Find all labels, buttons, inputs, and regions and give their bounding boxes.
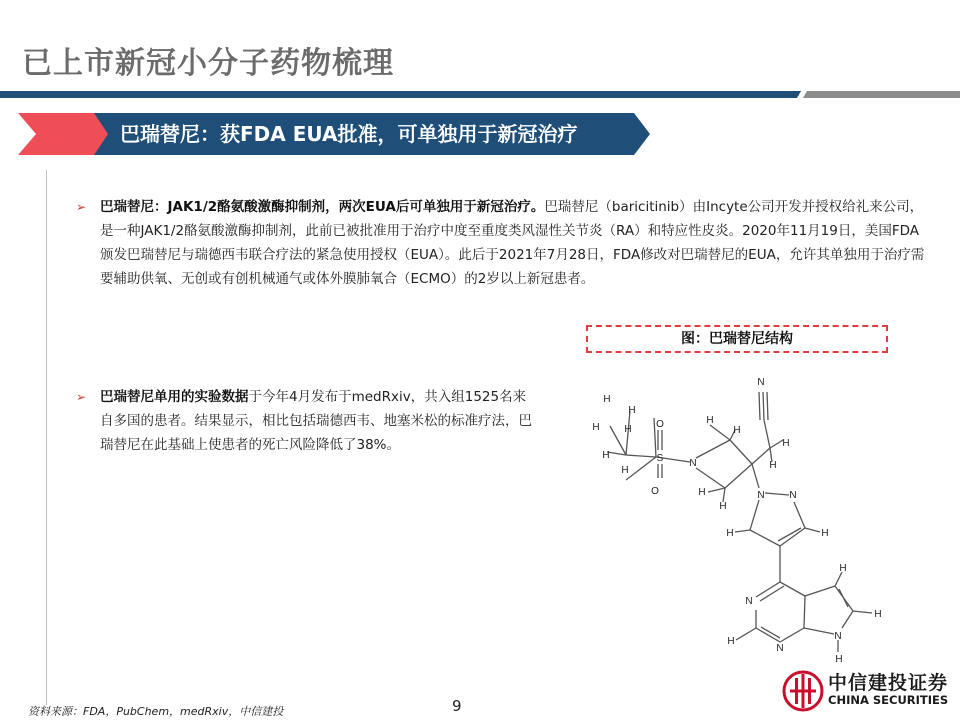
title-rule-divider xyxy=(794,91,810,98)
arrow-bullet-icon: ➢ xyxy=(76,390,87,404)
arrow-bullet-icon: ➢ xyxy=(76,200,87,214)
atom-h: H xyxy=(821,528,829,539)
atom-h: H xyxy=(769,460,777,471)
logo-chinese-name: 中信建投证券 xyxy=(828,672,949,694)
logo-english-name: CHINA SECURITIES xyxy=(828,693,949,707)
atom-h: H xyxy=(726,528,734,539)
atom-n: N xyxy=(689,458,697,469)
page-title: 已上市新冠小分子药物梳理 xyxy=(22,46,394,81)
citic-logo-icon xyxy=(782,668,824,714)
bullet-body: 于今年4月发布于medRxiv，共入组1525名来自多国的患者。结果显示，相比包括瑞德西韦、地塞米松的标准疗法，巴瑞替尼在此基础上使患者的死亡风险降低了38%。 xyxy=(100,389,532,453)
atom-o: O xyxy=(656,419,664,430)
atom-h: H xyxy=(706,415,714,426)
atom-h: H xyxy=(602,450,610,461)
page-number: 9 xyxy=(452,697,462,715)
atom-labels xyxy=(592,377,881,665)
section-banner-title: 巴瑞替尼：获FDA EUA批准，可单独用于新冠治疗 xyxy=(120,122,578,146)
atom-n: N xyxy=(776,643,784,654)
bullet-body: 巴瑞替尼（baricitinib）由Incyte公司开发并授权给礼来公司，是一种JAK1/2酪氨酸激酶抑制剂，此前已被批准用于治疗中度至重度类风湿性关节炎（RA）和特应性皮炎。2020年11月19日，美国FDA颁发巴瑞替尼与瑞德西韦联合疗法的紧急使用授权（EUA）。此后于2021年7月28日，FDA修改对巴瑞替尼的EUA，允许其单独用于治疗需要辅助供氧、无创或有创机械通气或体外膜肺氧合（ECMO）的2岁以上新冠患者。 xyxy=(100,199,925,287)
bullet-heading: 巴瑞替尼单用的实验数据 xyxy=(100,389,249,405)
source-note: 资料来源：FDA，PubChem，medRxiv，中信建投 xyxy=(28,705,284,718)
bullet-trial-data xyxy=(76,385,536,457)
bullet-baricitinib-overview xyxy=(76,195,926,291)
atom-h: H xyxy=(835,654,843,665)
atom-n: N xyxy=(757,490,765,501)
atom-h: H xyxy=(603,394,611,405)
atom-h: H xyxy=(621,465,629,476)
figure-caption: 图：巴瑞替尼结构 xyxy=(586,325,888,353)
atom-s: S xyxy=(656,453,664,464)
atom-h: H xyxy=(592,422,600,433)
atom-n: N xyxy=(789,490,797,501)
atom-n: N xyxy=(745,596,753,607)
baricitinib-structure xyxy=(580,360,900,670)
atom-h: H xyxy=(719,501,727,512)
atom-n: N xyxy=(757,377,765,388)
atom-h: H xyxy=(782,438,790,449)
atom-h: H xyxy=(727,636,735,647)
company-logo xyxy=(782,666,958,716)
bullet-heading: 巴瑞替尼：JAK1/2酪氨酸激酶抑制剂，两次EUA后可单独用于新冠治疗。 xyxy=(100,199,545,215)
atom-h: H xyxy=(874,609,882,620)
atom-h: H xyxy=(839,563,847,574)
atom-o: O xyxy=(651,486,659,497)
atom-n: N xyxy=(834,631,842,642)
atom-h: H xyxy=(628,405,636,416)
left-divider xyxy=(46,170,47,705)
atom-h: H xyxy=(624,424,632,435)
title-rule-gray xyxy=(810,91,960,98)
atom-h: H xyxy=(733,425,741,436)
atom-h: H xyxy=(698,487,706,498)
title-rule-blue xyxy=(0,91,794,98)
